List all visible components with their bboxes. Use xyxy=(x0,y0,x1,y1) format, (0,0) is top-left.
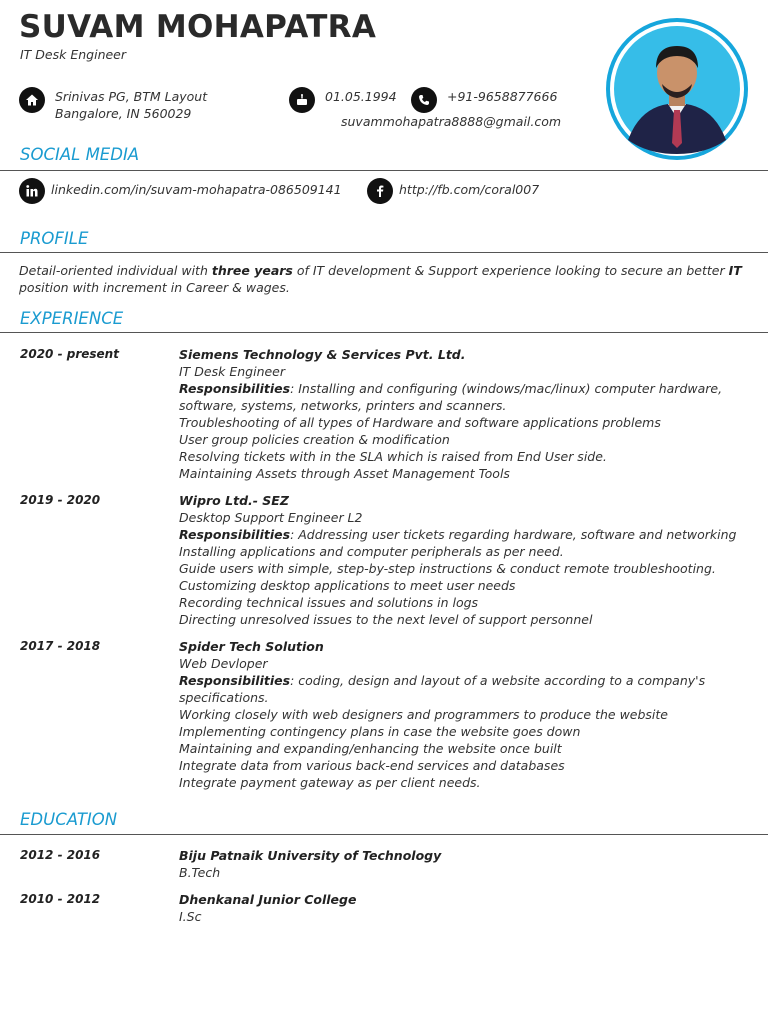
education-entry xyxy=(179,891,754,925)
divider xyxy=(0,252,768,253)
responsibilities-text: : Installing and configuring (windows/mac/linux) computer hardware, software, systems, networks, printers and scanners. xyxy=(179,381,723,413)
job-period: 2019 - 2020 xyxy=(20,493,101,507)
cake-icon xyxy=(289,87,315,113)
divider xyxy=(0,332,768,333)
company-name: Siemens Technology & Services Pvt. Ltd. xyxy=(179,347,466,362)
experience-heading: EXPERIENCE xyxy=(20,309,124,328)
responsibilities-label: Responsibilities xyxy=(179,527,291,542)
divider xyxy=(0,170,768,171)
duty-line: Implementing contingency plans in case the website goes down xyxy=(179,724,581,739)
job-period: 2020 - present xyxy=(20,347,119,361)
divider xyxy=(0,834,768,835)
home-icon xyxy=(19,87,45,113)
duty-line: Maintaining and expanding/enhancing the website once built xyxy=(179,741,562,756)
email-address[interactable]: suvammohapatra8888@gmail.com xyxy=(341,114,562,129)
company-name: Wipro Ltd.- SEZ xyxy=(179,493,289,508)
profile-emphasis: three years xyxy=(211,263,293,278)
duty-line: Directing unresolved issues to the next level of support personnel xyxy=(179,612,593,627)
degree: I.Sc xyxy=(179,909,202,924)
responsibilities xyxy=(179,380,754,414)
company-name: Spider Tech Solution xyxy=(179,639,324,654)
job-entry xyxy=(179,492,754,628)
duty-line: Integrate payment gateway as per client needs. xyxy=(179,775,481,790)
facebook-icon xyxy=(367,178,393,204)
duty-line: Recording technical issues and solutions in logs xyxy=(179,595,479,610)
duty-line: User group policies creation & modification xyxy=(179,432,450,447)
profile-photo xyxy=(606,18,748,160)
linkedin-icon xyxy=(19,178,45,204)
education-heading: EDUCATION xyxy=(20,810,118,829)
facebook-link[interactable]: http://fb.com/coral007 xyxy=(399,182,540,197)
duty-line: Integrate data from various back-end services and databases xyxy=(179,758,565,773)
responsibilities xyxy=(179,526,754,543)
education-period: 2010 - 2012 xyxy=(20,892,101,906)
date-of-birth: 01.05.1994 xyxy=(325,89,397,104)
responsibilities-label: Responsibilities xyxy=(179,381,291,396)
profile-emphasis: IT xyxy=(728,263,742,278)
job-role: Web Devloper xyxy=(179,656,268,671)
education-entry xyxy=(179,847,754,881)
phone-number[interactable]: +91-9658877666 xyxy=(447,89,558,104)
duty-line: Customizing desktop applications to meet user needs xyxy=(179,578,516,593)
responsibilities xyxy=(179,672,754,706)
social-media-heading: SOCIAL MEDIA xyxy=(20,145,140,164)
job-entry xyxy=(179,638,754,791)
education-period: 2012 - 2016 xyxy=(20,848,101,862)
responsibilities-text: : coding, design and layout of a website according to a company's specifications. xyxy=(179,673,706,705)
duty-line: Installing applications and computer peripherals as per need. xyxy=(179,544,564,559)
job-entry xyxy=(179,346,754,482)
school-name: Dhenkanal Junior College xyxy=(179,892,357,907)
job-title: IT Desk Engineer xyxy=(20,47,127,62)
job-role: Desktop Support Engineer L2 xyxy=(179,510,363,525)
phone-icon xyxy=(411,87,437,113)
profile-text: of IT development & Support experience looking to secure an better xyxy=(292,263,729,278)
degree: B.Tech xyxy=(179,865,221,880)
duty-line: Troubleshooting of all types of Hardware and software applications problems xyxy=(179,415,661,430)
address-line-2: Bangalore, IN 560029 xyxy=(55,106,192,121)
school-name: Biju Patnaik University of Technology xyxy=(179,848,442,863)
duty-line: Maintaining Assets through Asset Management Tools xyxy=(179,466,510,481)
duty-line: Resolving tickets with in the SLA which is raised from End User side. xyxy=(179,449,607,464)
duty-line: Guide users with simple, step-by-step instructions & conduct remote troubleshooting. xyxy=(179,561,716,576)
address-line-1: Srinivas PG, BTM Layout xyxy=(55,89,208,104)
profile-summary xyxy=(19,262,754,296)
candidate-name: SUVAM MOHAPATRA xyxy=(19,9,377,45)
responsibilities-text: : Addressing user tickets regarding hardware, software and networking xyxy=(290,527,737,542)
job-role: IT Desk Engineer xyxy=(179,364,286,379)
responsibilities-label: Responsibilities xyxy=(179,673,291,688)
linkedin-link[interactable]: linkedin.com/in/suvam-mohapatra-086509141 xyxy=(51,182,342,197)
job-period: 2017 - 2018 xyxy=(20,639,101,653)
profile-text: position with increment in Career & wages. xyxy=(19,280,290,295)
profile-text: Detail-oriented individual with xyxy=(19,263,212,278)
duty-line: Working closely with web designers and programmers to produce the website xyxy=(179,707,668,722)
profile-heading: PROFILE xyxy=(20,229,89,248)
